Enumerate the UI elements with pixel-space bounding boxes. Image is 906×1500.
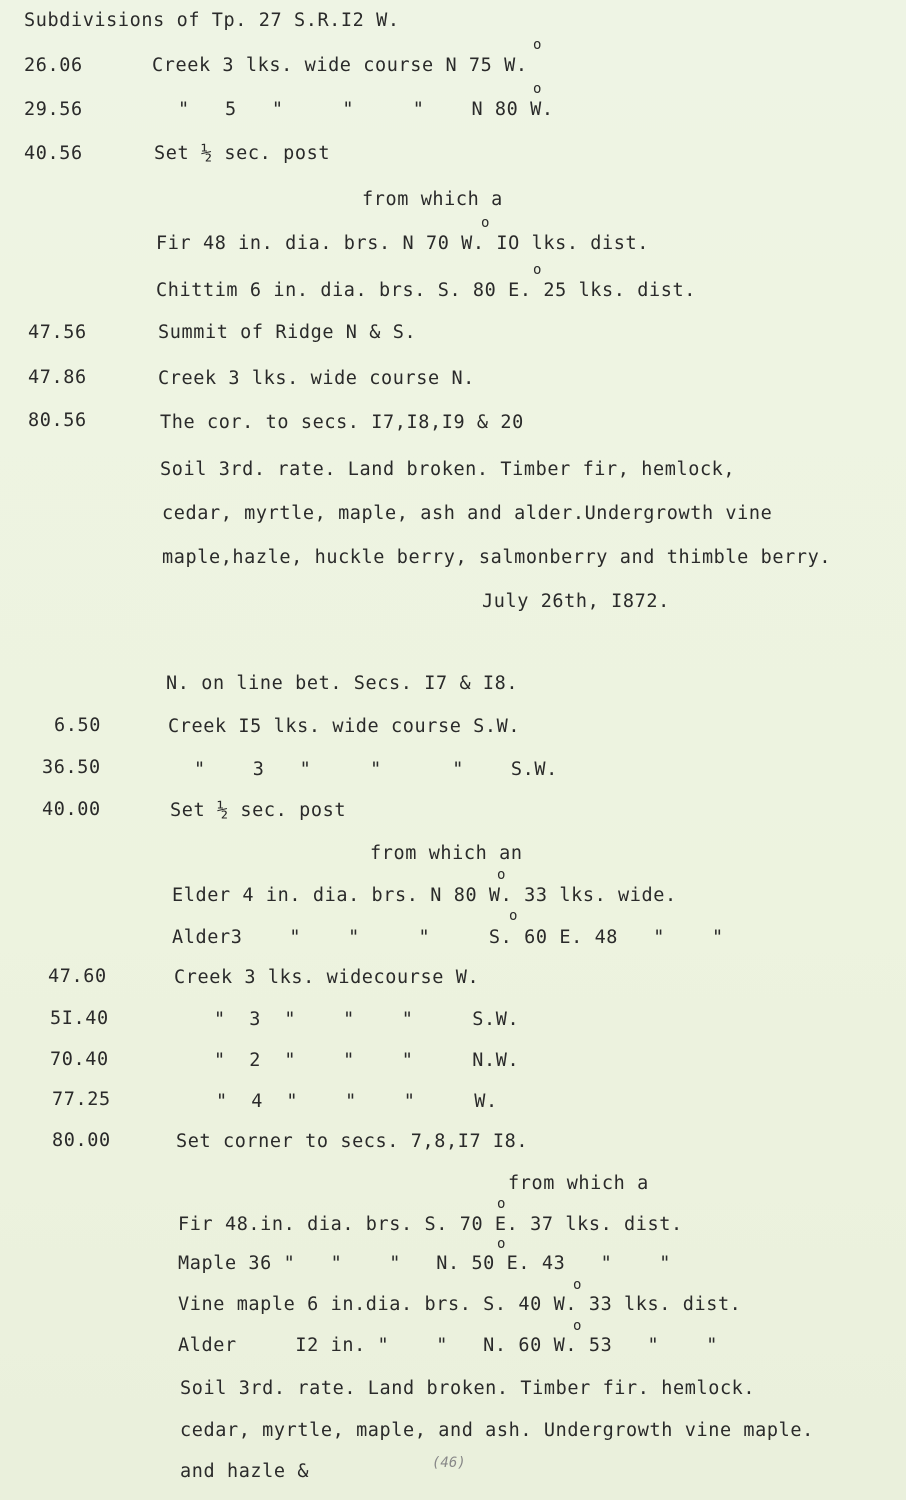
note-line: Creek 3 lks. wide course N. xyxy=(158,368,475,389)
chainage-number: 47.60 xyxy=(48,966,107,987)
chainage-number: 6.50 xyxy=(54,715,101,736)
note-line: N. on line bet. Secs. I7 & I8. xyxy=(166,673,519,694)
degree-mark: o xyxy=(573,1318,582,1334)
degree-mark: o xyxy=(481,215,490,231)
note-line: Elder 4 in. dia. brs. N 80 W. 33 lks. wide. xyxy=(172,885,677,906)
note-line: " 4 " " " W. xyxy=(216,1091,498,1112)
note-line: Creek 3 lks. widecourse W. xyxy=(174,967,480,988)
chainage-number: 47.56 xyxy=(28,322,87,343)
note-line: cedar, myrtle, maple, ash and alder.Undergrowth vine xyxy=(162,503,773,524)
note-line: Soil 3rd. rate. Land broken. Timber fir, hemlock, xyxy=(160,459,736,480)
chainage-number: 80.00 xyxy=(52,1130,111,1151)
chainage-number: 70.40 xyxy=(50,1049,109,1070)
note-line: Set ½ sec. post xyxy=(154,143,331,164)
chainage-number: 5I.40 xyxy=(50,1008,109,1029)
note-line: Alder I2 in. " " N. 60 W. 53 " " xyxy=(178,1335,718,1356)
chainage-number: 40.00 xyxy=(42,799,101,820)
note-line: Vine maple 6 in.dia. brs. S. 40 W. 33 lks. dist. xyxy=(178,1294,742,1315)
degree-mark: o xyxy=(573,1277,582,1293)
note-line: Set corner to secs. 7,8,I7 I8. xyxy=(176,1131,529,1152)
chainage-number: 47.86 xyxy=(28,367,87,388)
note-line: from which an xyxy=(370,843,523,864)
degree-mark: o xyxy=(509,908,518,924)
note-line: cedar, myrtle, maple, and ash. Undergrowth vine maple. xyxy=(180,1420,814,1441)
note-line: " 3 " " " S.W. xyxy=(214,1009,520,1030)
note-line: Soil 3rd. rate. Land broken. Timber fir. hemlock. xyxy=(180,1378,756,1399)
chainage-number: 77.25 xyxy=(52,1089,111,1110)
degree-mark: o xyxy=(497,1236,506,1252)
note-line: from which a xyxy=(508,1173,649,1194)
note-line: Set ½ sec. post xyxy=(170,800,347,821)
document-header: Subdivisions of Tp. 27 S.R.I2 W. xyxy=(24,10,400,31)
note-line: Fir 48 in. dia. brs. N 70 W. IO lks. dist. xyxy=(156,233,649,254)
degree-mark: o xyxy=(497,867,506,883)
chainage-number: 29.56 xyxy=(24,99,83,120)
note-line: Creek I5 lks. wide course S.W. xyxy=(168,716,521,737)
chainage-number: 40.56 xyxy=(24,143,83,164)
note-line: and hazle & xyxy=(180,1461,310,1482)
note-line: Summit of Ridge N & S. xyxy=(158,322,417,343)
note-line: Creek 3 lks. wide course N 75 W. xyxy=(152,55,528,76)
note-line: " 5 " " " N 80 W. xyxy=(178,99,554,120)
degree-mark: o xyxy=(497,1196,506,1212)
degree-mark: o xyxy=(533,37,542,53)
note-line: from which a xyxy=(362,189,503,210)
chainage-number: 80.56 xyxy=(28,410,87,431)
note-line: maple,hazle, huckle berry, salmonberry and thimble berry. xyxy=(162,547,832,568)
note-line: Maple 36 " " " N. 50 E. 43 " " xyxy=(178,1253,671,1274)
note-line: " 3 " " " S.W. xyxy=(194,759,558,780)
chainage-number: 26.06 xyxy=(24,55,83,76)
note-line: Fir 48.in. dia. brs. S. 70 E. 37 lks. dist. xyxy=(178,1214,683,1235)
note-line: The cor. to secs. I7,I8,I9 & 20 xyxy=(160,412,524,433)
page-number: (46) xyxy=(432,1455,466,1471)
degree-mark: o xyxy=(533,81,542,97)
note-line: Chittim 6 in. dia. brs. S. 80 E. 25 lks. dist. xyxy=(156,280,696,301)
note-line: Alder3 " " " S. 60 E. 48 " " xyxy=(172,927,724,948)
degree-mark: o xyxy=(533,262,542,278)
note-date: July 26th, I872. xyxy=(482,591,670,612)
chainage-number: 36.50 xyxy=(42,757,101,778)
note-line: " 2 " " " N.W. xyxy=(214,1050,520,1071)
